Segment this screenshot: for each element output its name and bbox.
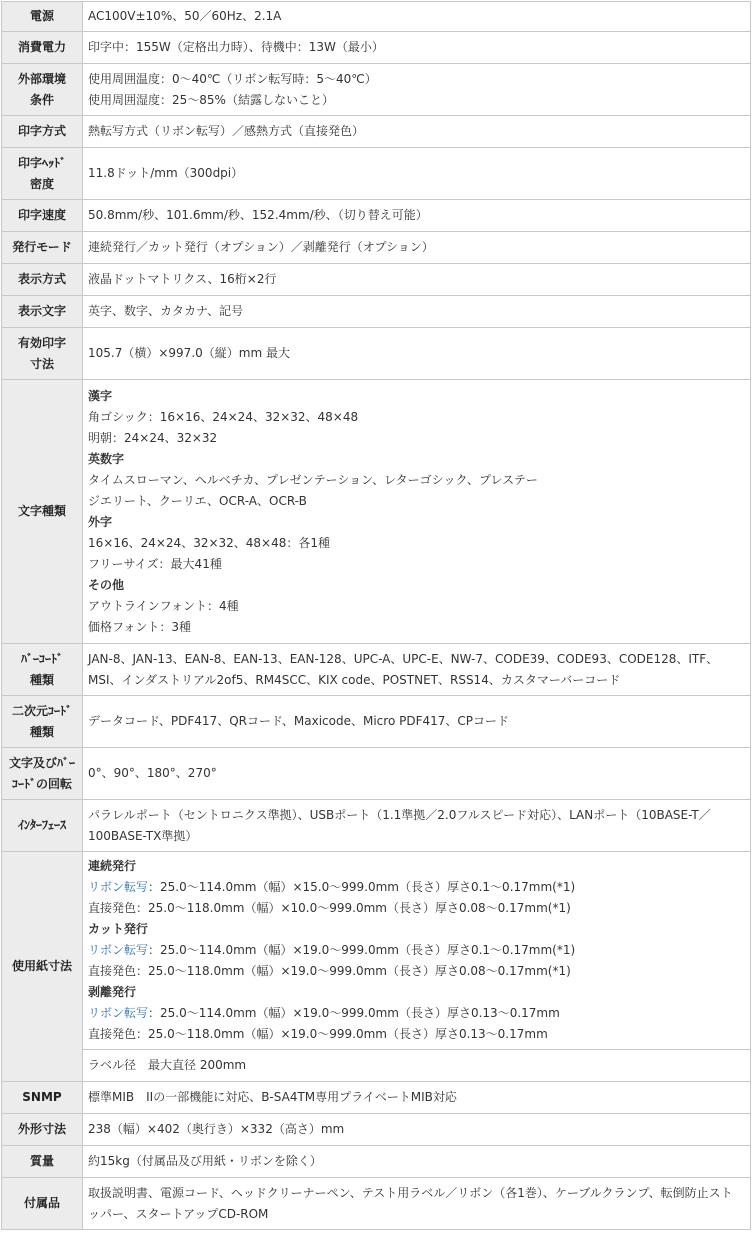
row-label: 使用紙寸法 [2, 852, 83, 1082]
spec-row-accessories [2, 1178, 751, 1230]
spec-row-method [2, 116, 751, 148]
row-label-line: ｺｰﾄﾞの回転 [11, 776, 72, 791]
row-value: 英字、数字、カタカナ、記号 [83, 296, 751, 328]
row-value: 約15kg（付属品及び用紙・リボンを除く） [83, 1146, 751, 1178]
spec-row-interface [2, 800, 751, 852]
row-label: 電源 [2, 2, 83, 32]
value-line: パラレルポート（セントロニクス準拠）、USBポート（1.1準拠／2.0フルスピード対応）、LANポート（10BASE-T／ [88, 807, 711, 822]
row-label: 表示方式 [2, 264, 83, 296]
ribbon-link[interactable]: リボン転写 [88, 943, 149, 957]
row-label: 付属品 [2, 1178, 83, 1230]
spec-row-fonts [2, 380, 751, 644]
row-value: 熱転写方式（リボン転写）／感熱方式（直接発色） [83, 116, 751, 148]
row-value: 0°、90°、180°、270° [83, 748, 751, 800]
spec-row-snmp [2, 1082, 751, 1114]
row-value [83, 644, 751, 696]
row-label [2, 696, 83, 748]
row-value: 標準MIB IIの一部機能に対応、B-SA4TM専用プライベートMIB対応 [83, 1082, 751, 1114]
row-label-line: 文字及びﾊﾞｰ [8, 755, 75, 770]
row-value [83, 380, 751, 644]
value-line: タイムスローマン、ヘルベチカ、プレゼンテーション、レターゴシック、プレステー [88, 472, 538, 487]
row-value: 238（幅）×402（奥行き）×332（高さ）mm [83, 1114, 751, 1146]
value-line: 使用周囲湿度：25～85%（結露しないこと） [88, 92, 334, 107]
spec-table [1, 1, 751, 1230]
row-label-line: 密度 [29, 176, 54, 191]
row-value [83, 800, 751, 852]
value-line: フリーサイズ：最大41種 [88, 556, 222, 571]
section-title: 剥離発行 [88, 985, 137, 999]
row-value: 50.8mm/秒、101.6mm/秒、152.4mm/秒、（切り替え可能） [83, 200, 751, 232]
spec-row-environment [2, 64, 751, 116]
spec-row-label-diameter [2, 1050, 751, 1082]
value-line: 16×16、24×24、32×32、48×48：各1種 [88, 535, 331, 550]
value-text: ：25.0～114.0mm（幅）×19.0～999.0mm（長さ）厚さ0.13～0.17mm [148, 1006, 560, 1020]
value-line: アウトラインフォント：4種 [88, 598, 239, 613]
spec-row-issue-mode [2, 232, 751, 264]
spec-row-paper [2, 852, 751, 1050]
row-label-line: ﾊﾞｰｺｰﾄﾞ [20, 651, 63, 666]
value-line [88, 1003, 745, 1024]
value-line: 明朝：24×24、32×32 [88, 430, 218, 445]
section-title: 漢字 [88, 388, 113, 403]
row-value [83, 852, 751, 1050]
value-text: ：25.0～114.0mm（幅）×15.0～999.0mm（長さ）厚さ0.1～0.17mm(*1) [148, 880, 576, 894]
row-value: ラベル径 最大直径 200mm [83, 1050, 751, 1082]
section-title: 英数字 [88, 451, 125, 466]
value-line: ッパー、スタートアップCD-ROM [88, 1206, 269, 1221]
ribbon-link[interactable]: リボン転写 [88, 880, 149, 894]
value-line: 直接発色：25.0～118.0mm（幅）×19.0～999.0mm（長さ）厚さ0.08～0.17mm(*1) [88, 964, 571, 978]
row-label-line: 外部環境 [17, 71, 66, 86]
section-title: 連続発行 [88, 859, 137, 873]
spec-row-power [2, 2, 751, 32]
spec-row-head-density [2, 148, 751, 200]
spec-row-dimensions [2, 1114, 751, 1146]
value-line: 取扱説明書、電源コード、ヘッドクリーナーペン、テスト用ラベル／リボン（各1巻）、ケーブルクランプ、転倒防止スト [88, 1185, 733, 1200]
row-label: 印字速度 [2, 200, 83, 232]
row-label-line: 寸法 [29, 356, 54, 371]
ribbon-link[interactable]: リボン転写 [88, 1006, 149, 1020]
value-line: 価格フォント：3種 [88, 619, 192, 634]
spec-row-weight [2, 1146, 751, 1178]
spec-row-speed [2, 200, 751, 232]
row-value: 11.8ドット/mm（300dpi） [83, 148, 751, 200]
row-value [83, 64, 751, 116]
spec-row-display [2, 264, 751, 296]
row-label [2, 328, 83, 380]
row-label: 文字種類 [2, 380, 83, 644]
spec-row-barcode [2, 644, 751, 696]
row-label-line: 種類 [29, 724, 54, 739]
row-value: データコード、PDF417、QRコード、Maxicode、Micro PDF417、CPコード [83, 696, 751, 748]
row-label: ｲﾝﾀｰﾌｪｰｽ [2, 800, 83, 852]
value-line: 直接発色：25.0～118.0mm（幅）×19.0～999.0mm（長さ）厚さ0.13～0.17mm [88, 1027, 548, 1041]
value-line: JAN-8、JAN-13、EAN-8、EAN-13、EAN-128、UPC-A、UPC-E、NW-7、CODE39、CODE93、CODE128、ITF、 [88, 651, 719, 666]
row-label-line: 有効印字 [17, 335, 66, 350]
spec-row-rotation [2, 748, 751, 800]
row-value: 印字中：155W（定格出力時）、待機中：13W（最小） [83, 32, 751, 64]
row-label [2, 644, 83, 696]
value-line: MSI、インダストリアル2of5、RM4SCC、KIX code、POSTNET、RSS14、カスタマーバーコード [88, 672, 621, 687]
value-line: 直接発色：25.0～118.0mm（幅）×10.0～999.0mm（長さ）厚さ0.08～0.17mm(*1) [88, 901, 571, 915]
row-label-line: 種類 [29, 672, 54, 687]
value-text: ：25.0～114.0mm（幅）×19.0～999.0mm（長さ）厚さ0.1～0.17mm(*1) [148, 943, 576, 957]
row-label: 表示文字 [2, 296, 83, 328]
value-line: ジエリート、クーリエ、OCR-A、OCR-B [88, 493, 307, 508]
value-line [88, 940, 745, 961]
row-value: 連続発行／カット発行（オプション）／剥離発行（オプション） [83, 232, 751, 264]
row-label: 消費電力 [2, 32, 83, 64]
row-label-line: 条件 [29, 92, 54, 107]
section-title: その他 [88, 577, 125, 592]
row-label-line: 二次元ｺｰﾄﾞ [11, 703, 72, 718]
row-value [83, 1178, 751, 1230]
row-value: 液晶ドットマトリクス、16桁×2行 [83, 264, 751, 296]
value-line: 使用周囲温度：0～40℃（リボン転写時：5～40℃） [88, 71, 377, 86]
section-title: 外字 [88, 514, 113, 529]
row-label [2, 64, 83, 116]
row-value: 105.7（横）×997.0（縦）mm 最大 [83, 328, 751, 380]
row-label: 印字方式 [2, 116, 83, 148]
section-title: カット発行 [88, 922, 148, 936]
value-line: 100BASE-TX準拠） [88, 828, 198, 843]
row-label [2, 748, 83, 800]
row-label: 質量 [2, 1146, 83, 1178]
row-label [2, 148, 83, 200]
spec-row-code2d [2, 696, 751, 748]
row-label: 外形寸法 [2, 1114, 83, 1146]
spec-row-print-area [2, 328, 751, 380]
row-label-line: 印字ﾍｯﾄﾞ [17, 155, 66, 170]
row-label: SNMP [2, 1082, 83, 1114]
value-line: 角ゴシック：16×16、24×24、32×32、48×48 [88, 409, 359, 424]
row-label: 発行モード [2, 232, 83, 264]
value-line [88, 877, 745, 898]
spec-row-display-chars [2, 296, 751, 328]
spec-row-consumption [2, 32, 751, 64]
row-value: AC100V±10%、50／60Hz、2.1A [83, 2, 751, 32]
